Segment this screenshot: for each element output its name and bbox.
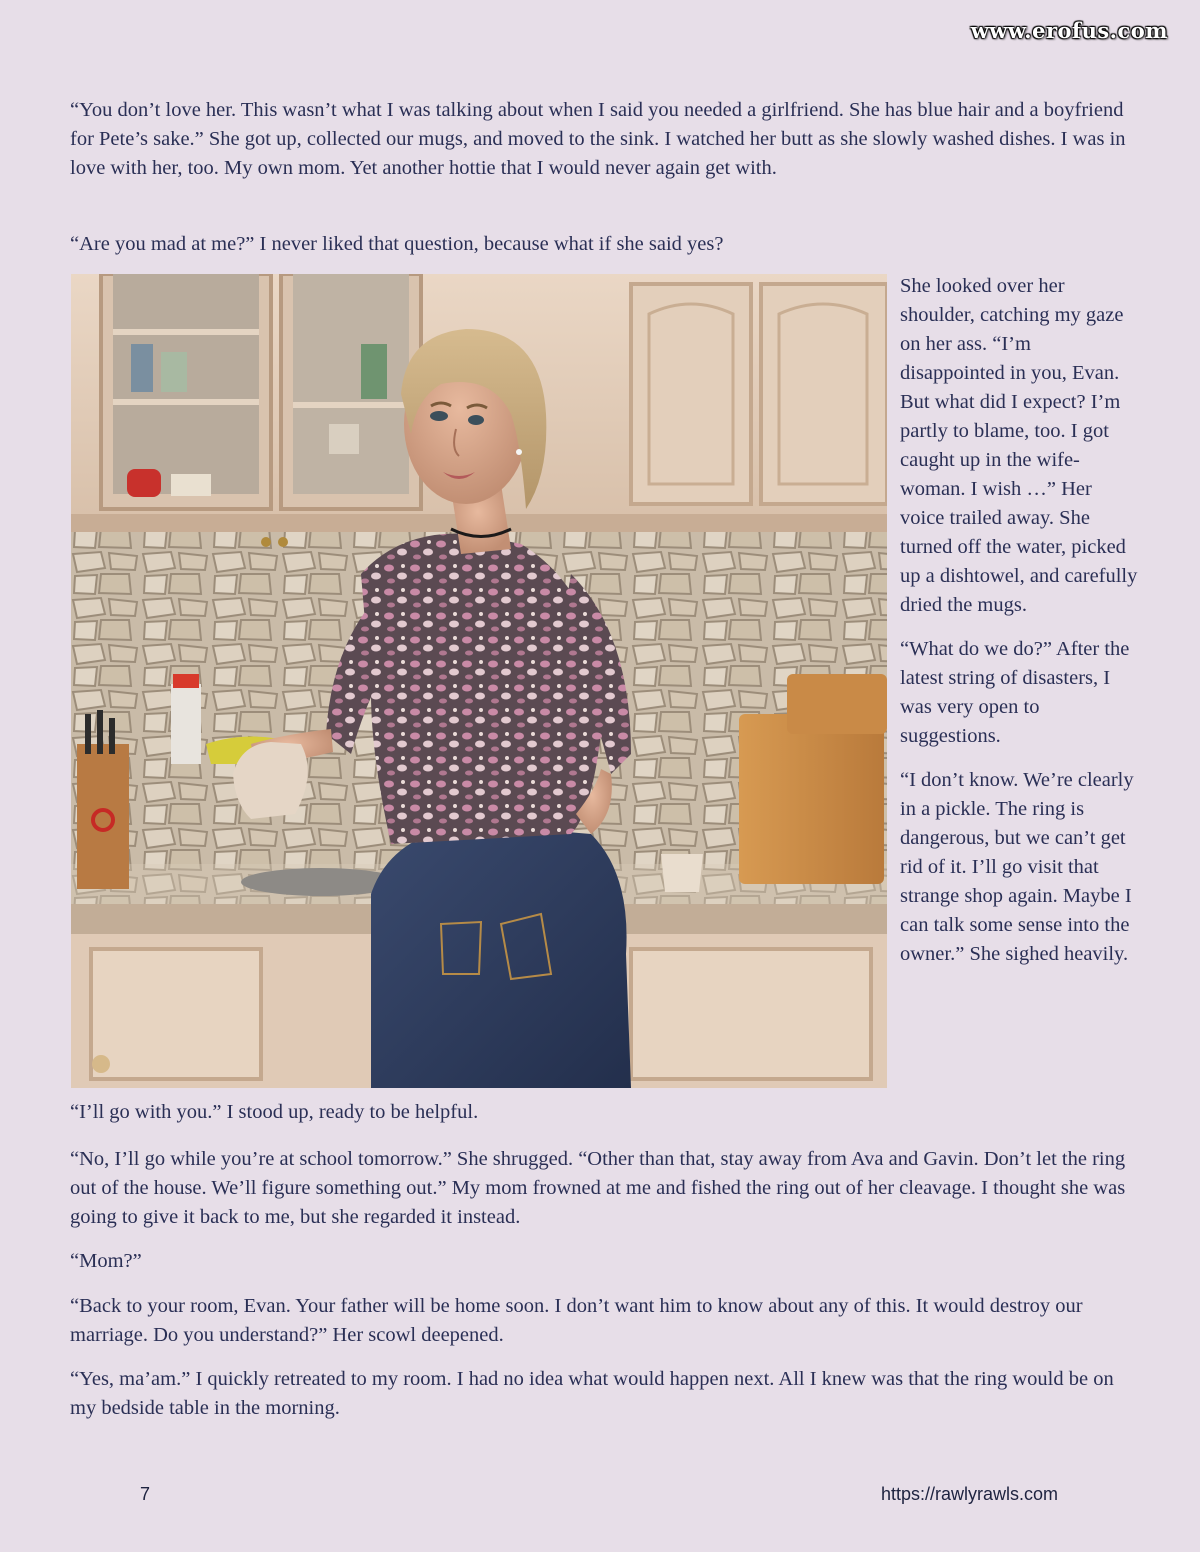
page-number: 7 [140,1484,151,1504]
story-paragraph: “I’ll go with you.” I stood up, ready to be helpful. [70,1101,479,1123]
story-paragraph: “Are you mad at me?” I never liked that question, because what if she said yes? [70,233,724,255]
story-paragraph: “You don’t love her. This wasn’t what I was talking about when I said you needed a girlfriend. She has blue hair and a boyfriend for Pete’s sake.” She got up, collected our mugs, and moved to the sink. I watched her butt as she slowly washed dishes. I was in love with her, too. My own mom. Yet another hottie that I would never again get with. [70,99,1126,179]
story-paragraph: “Mom?” [70,1250,142,1272]
story-paragraph: “No, I’ll go while you’re at school tomorrow.” She shrugged. “Other than that, stay away from Ava and Gavin. Don’t let the ring out of the house. We’ll figure something out.” My mom frowned at me and fished the ring out of her cleavage. I thought she was going to give it back to me, but she regarded it instead. [70,1148,1126,1228]
footer-url-link[interactable]: https://rawlyrawls.com [880,1484,1058,1504]
story-paragraph: “Back to your room, Evan. Your father will be home soon. I don’t want him to know about any of this. It would destroy our marriage. Do you understand?” Her scowl deepened. [70,1295,1083,1346]
side-column [900,272,1140,984]
story-paragraph: She looked over her shoulder, catching my gaze on her ass. “I’m disappointed in you, Evan. But what did I expect? I’m partly to blame, too. I got caught up in the wife-woman. I wish …” Her voice trailed away. She turned off the water, picked up a dishtowel, and carefully dried the mugs. [900,275,1138,616]
watermark: www.erofus.com [970,18,1168,43]
story-paragraph: “Yes, ma’am.” I quickly retreated to my room. I had no idea what would happen next. All I knew was that the ring would be on my bedside table in the morning. [70,1368,1114,1419]
story-paragraph: “I don’t know. We’re clearly in a pickle. The ring is dangerous, but we can’t get rid of it. I’ll go visit that strange shop again. Maybe I can talk some sense into the owner.” She sighed heavily. [900,769,1134,965]
kitchen-illustration [71,274,887,1088]
story-paragraph: “What do we do?” After the latest string of disasters, I was very open to suggestions. [900,638,1130,747]
